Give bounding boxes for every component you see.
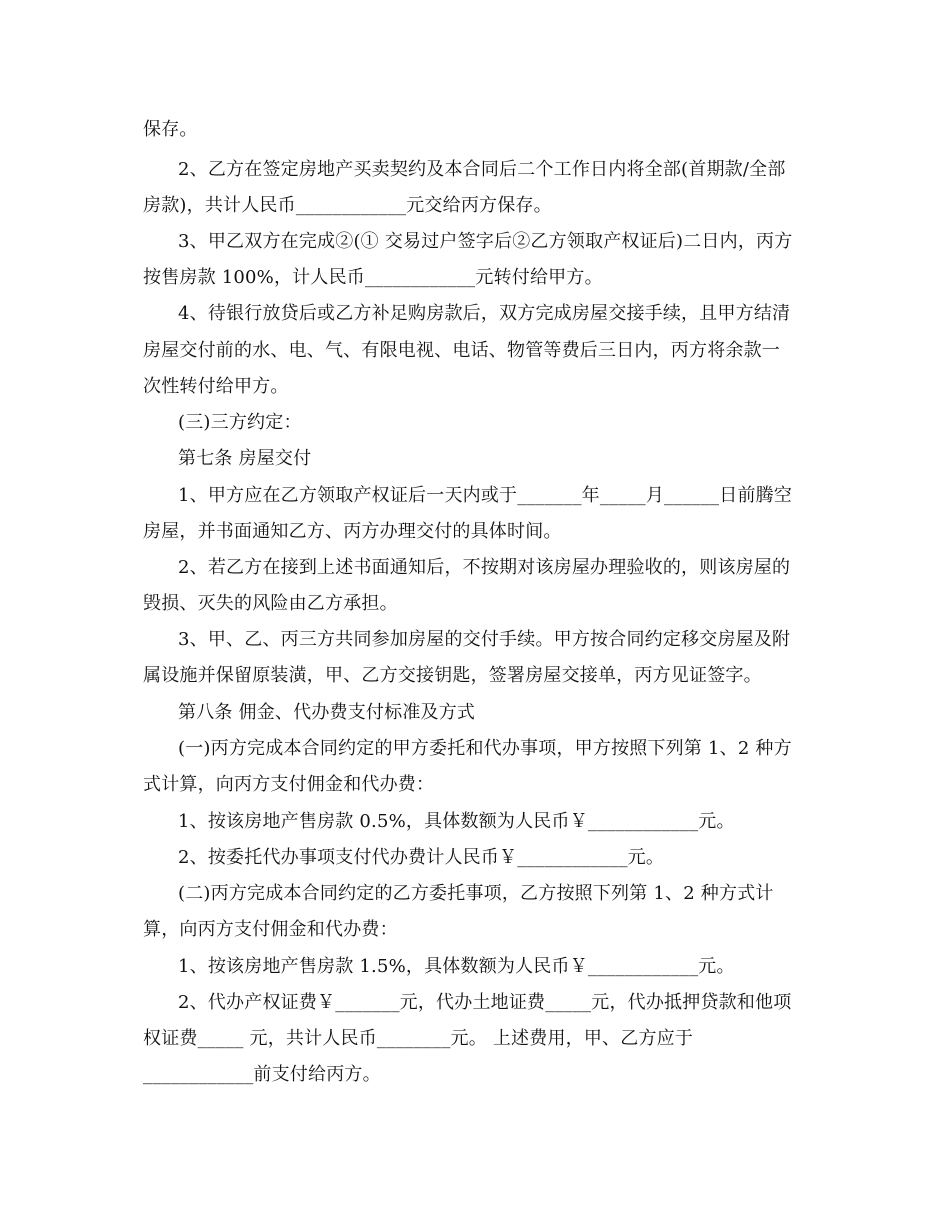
text-line: ____________前支付给丙方。 xyxy=(143,1064,381,1085)
text-line: 房屋交付前的水、电、气、有限电视、电话、物管等费后三日内，丙方将余款一 xyxy=(143,340,780,361)
text-line: 3、甲乙双方在完成②(① 交易过户签字后②乙方领取产权证后)二日内，丙方 xyxy=(178,231,793,252)
text-line: 1、按该房地产售房款 0.5%，具体数额为人民币￥____________元。 xyxy=(178,811,735,832)
text-line: 毁损、灭失的风险由乙方承担。 xyxy=(143,593,398,614)
text-line: 式计算，向丙方支付佣金和代办费： xyxy=(143,774,435,795)
text-line: (一)丙方完成本合同约定的甲方委托和代办事项，甲方按照下列第 1、2 种方 xyxy=(178,738,792,759)
text-line: (二)丙方完成本合同约定的乙方委托事项，乙方按照下列第 1、2 种方式计 xyxy=(178,883,774,904)
text-line: 次性转付给甲方。 xyxy=(143,376,289,397)
text-line: 属设施并保留原装潢，甲、乙方交接钥匙，签署房屋交接单，丙方见证签字。 xyxy=(143,665,762,686)
text-line: 房款)，共计人民币____________元交给丙方保存。 xyxy=(143,195,552,216)
article-heading: 第七条 房屋交付 xyxy=(178,448,312,469)
text-line: 算，向丙方支付佣金和代办费： xyxy=(143,919,398,940)
text-line: 房屋，并书面通知乙方、丙方办理交付的具体时间。 xyxy=(143,521,562,542)
text-line: 1、按该房地产售房款 1.5%，具体数额为人民币￥____________元。 xyxy=(178,956,735,977)
text-line: 保存。 xyxy=(143,119,198,140)
section-heading: (三)三方约定： xyxy=(178,412,302,433)
text-line: 2、若乙方在接到上述书面通知后，不按期对该房屋办理验收的，则该房屋的 xyxy=(178,557,791,578)
text-line: 3、甲、乙、丙三方共同参加房屋的交付手续。甲方按合同约定移交房屋及附 xyxy=(178,629,791,650)
text-line: 权证费_____ 元，共计人民币________元。 上述费用，甲、乙方应于 xyxy=(143,1028,694,1049)
text-line: 按售房款 100%，计人民币____________元转付给甲方。 xyxy=(143,267,603,288)
text-line: 4、待银行放贷后或乙方补足购房款后，双方完成房屋交接手续，且甲方结清 xyxy=(178,303,791,324)
text-line: 2、代办产权证费￥_______元，代办土地证费_____元，代办抵押贷款和他项 xyxy=(178,992,792,1013)
text-line: 2、乙方在签定房地产买卖契约及本合同后二个工作日内将全部(首期款/全部 xyxy=(178,159,786,180)
article-heading: 第八条 佣金、代办费支付标准及方式 xyxy=(178,702,476,723)
text-line: 1、甲方应在乙方领取产权证后一天内或于_______年_____月______日前腾空 xyxy=(178,485,793,506)
text-line: 2、按委托代办事项支付代办费计人民币￥____________元。 xyxy=(178,847,665,868)
